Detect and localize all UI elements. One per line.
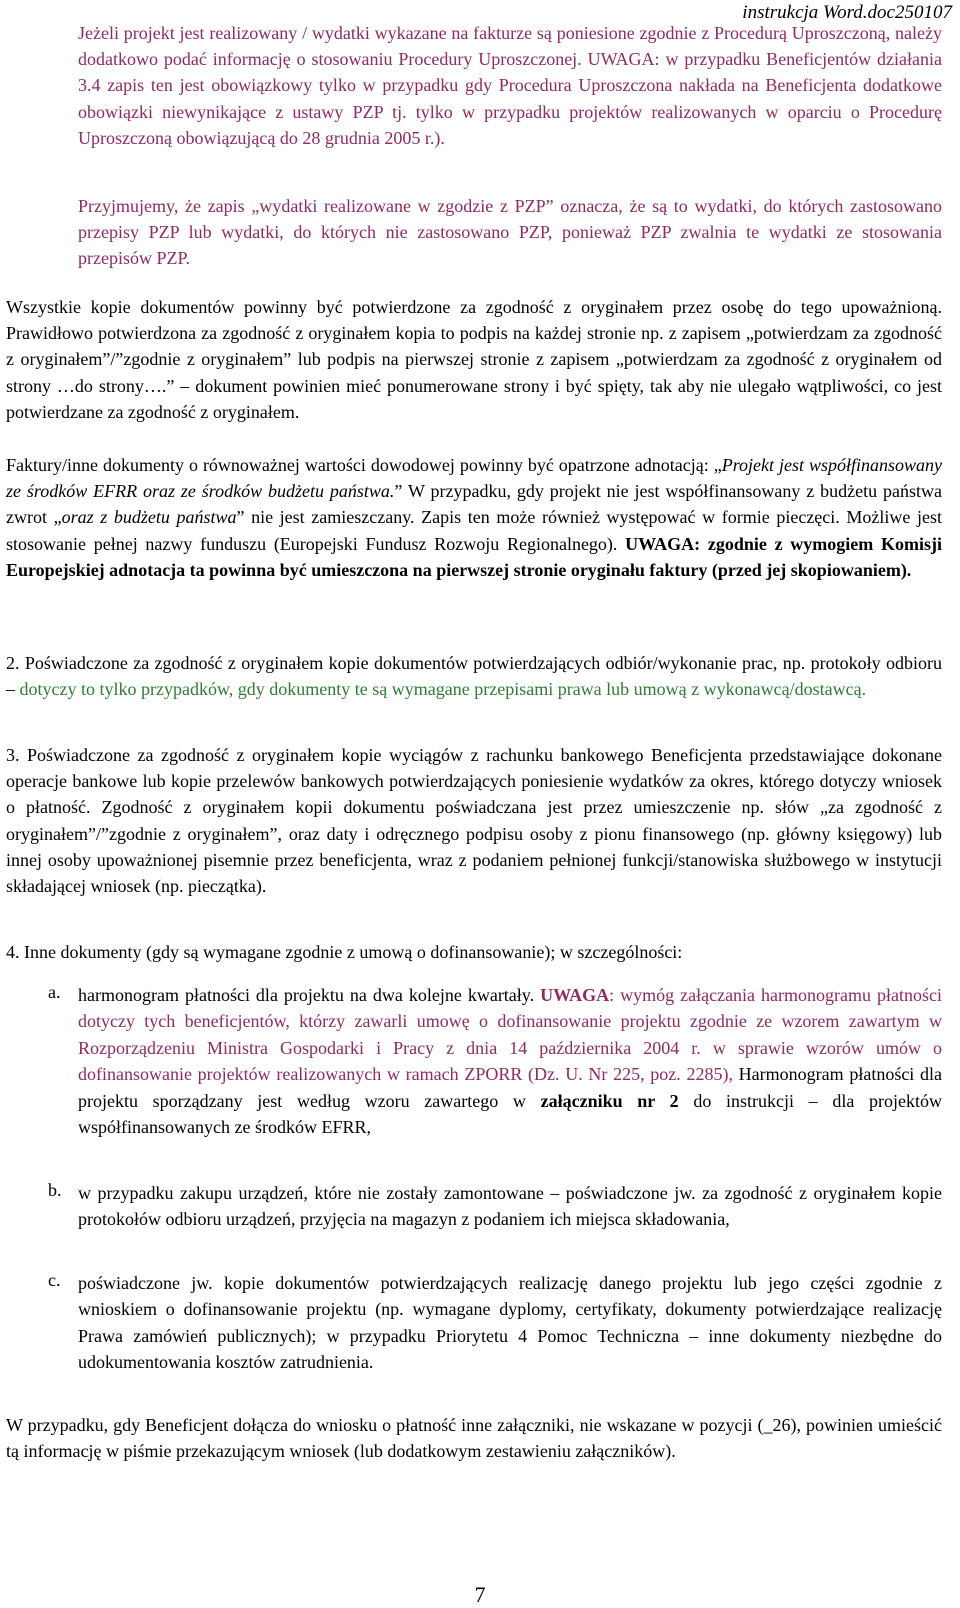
- warning-note: UWAGA: zgodnie z wymogiem Komisji Europejskiej adnotacja ta powinna być umieszczona na pierwszej stronie oryginału faktury (przed jej skopiowaniem).: [6, 533, 942, 580]
- text-run: ” nie jest zamieszczany. Zapis ten może również występować w formie pieczęci. Możliwe jest stosowanie pełnej nazwy funduszu (Europejski Fundusz Rozwoju Regionalnego).: [6, 507, 942, 554]
- list-item-b: w przypadku zakupu urządzeń, które nie zostały zamontowane – poświadczone jw. za zgodność z oryginałem kopie protokołów odbioru urządzeń, przyjęcia na magazyn z podaniem ich miejsca składowania,: [78, 1183, 942, 1230]
- text-run: harmonogram płatności dla projektu na dwa kolejne kwartały.: [78, 985, 541, 1005]
- list-marker-a: a.: [48, 982, 61, 1002]
- document-header: instrukcja Word.doc250107: [742, 2, 952, 23]
- list-marker-b: b.: [48, 1180, 62, 1200]
- procedure-paragraph: Jeżeli projekt jest realizowany / wydatki wykazane na fakturze są poniesione zgodnie z Procedurą Uproszczoną, należy dodatkowo podać informację o stosowaniu Procedury Uproszczonej. UWAGA: w przypadku Beneficjentów działania 3.4 zapis ten jest obowiązkowy tylko w przypadku gdy Procedura Uproszczona nakłada na Beneficjenta dodatkowe obowiązki niewynikające z ustawy PZP tj. tylko w przypadku projektów realizowanych w oparciu o Procedurę Uproszczoną obowiązującą do 28 grudnia 2005 r.).: [78, 23, 942, 148]
- text-run: Harmonogram płatności dla projektu sporządzany jest według wzoru zawartego w: [78, 1064, 942, 1111]
- item-4-paragraph: 4. Inne dokumenty (gdy są wymagane zgodnie z umową o dofinansowanie); w szczególności:: [6, 942, 683, 962]
- uwaga-label: UWAGA: [540, 985, 610, 1005]
- text-run: Faktury/inne dokumenty o równoważnej wartości dowodowej powinny być opatrzone adnotacją: „: [6, 455, 722, 475]
- budget-phrase: oraz z budżetu państwa: [61, 507, 237, 528]
- attachments-paragraph: W przypadku, gdy Beneficjent dołącza do wniosku o płatność inne załączniki, nie wskazane w pozycji (_26), powinien umieścić tą informację w piśmie przekazującym wniosek (lub dodatkowym zestawieniu załączników).: [6, 1415, 942, 1462]
- text-run: do instrukcji – dla projektów współfinansowanych ze środków EFRR,: [78, 1090, 943, 1138]
- invoice-annotation-paragraph: [6, 452, 942, 583]
- copies-paragraph: Wszystkie kopie dokumentów powinny być potwierdzone za zgodność z oryginałem przez osobę do tego upoważnioną. Prawidłowo potwierdzona za zgodność z oryginałem kopia to podpis na każdej stronie np. z zapisem „potwierdzam za zgodność z oryginałem”/”zgodnie z oryginałem” lub podpis na pierwszej stronie z zapisem „potwierdzam za zgodność z oryginałem od strony …do strony….” – dokument powinien mieć ponumerowane strony i być spięty, tak aby nie ulegało wątpliwości, co jest potwierdzane za zgodność z oryginałem.: [6, 297, 942, 422]
- item-3-paragraph: 3. Poświadczone za zgodność z oryginałem kopie wyciągów z rachunku bankowego Beneficjenta przedstawiające dokonane operacje bankowe lub kopie przelewów bankowych potwierdzających poniesienie wydatków za okres, którego dotyczy wniosek o płatność. Zgodność z oryginałem kopii dokumentu poświadczana jest przez umieszczenie np. słów „za zgodność z oryginałem”/”zgodnie z oryginałem”, oraz daty i odręcznego podpisu osoby z pionu finansowego (np. główny księgowy) lub innej osoby upoważnionej pisemnie przez beneficjenta, wraz z podaniem pełnionej funkcji/stanowiska służbowego w instytucji składającej wniosek (np. pieczątka).: [6, 745, 942, 897]
- annotation-quote: Projekt jest współfinansowany ze środków EFRR oraz ze środków budżetu państwa.: [6, 455, 943, 502]
- purple-note: : wymóg załączania harmonogramu płatności dotyczy tych beneficjentów, którzy zawarli umowę o dofinansowanie projektu zgodnie ze wzorem zawartym w Rozporządzeniu Ministra Gospodarki i Pracy z dnia 14 października 2004 r. w sprawie wzorów umów o dofinansowanie projektów realizowanych w ramach ZPORR (Dz. U. Nr 225, poz. 2285),: [78, 985, 942, 1085]
- list-item-c: poświadczone jw. kopie dokumentów potwierdzających realizację danego projektu lub jego części zgodnie z wnioskiem o dofinansowanie projektu (np. wymagane dyplomy, certyfikaty, dokumenty potwierdzające realizację Prawa zamówień publicznych); w przypadku Priorytetu 4 Pomoc Techniczna – inne dokumenty niezbędne do udokumentowania kosztów zatrudnienia.: [78, 1273, 942, 1373]
- page-number: 7: [474, 1582, 486, 1607]
- text-run: ” W przypadku, gdy projekt nie jest współfinansowany z budżetu państwa zwrot „: [6, 481, 942, 528]
- green-note: dotyczy to tylko przypadków, gdy dokumenty te są wymagane przepisami prawa lub umową z wykonawcą/dostawcą.: [19, 679, 867, 700]
- attachment-reference: załączniku nr 2: [540, 1090, 679, 1111]
- list-marker-c: c.: [48, 1270, 61, 1290]
- text-run: 2. Poświadczone za zgodność z oryginałem kopie dokumentów potwierdzających odbiór/wykonanie prac, np. protokoły odbioru –: [6, 653, 942, 700]
- pzp-paragraph: Przyjmujemy, że zapis „wydatki realizowane w zgodzie z PZP” oznacza, że są to wydatki, do których zastosowano przepisy PZP lub wydatki, do których nie zastosowano PZP, ponieważ PZP zwalnia te wydatki ze stosowania przepisów PZP.: [78, 196, 942, 269]
- item-2-paragraph: [6, 650, 942, 702]
- list-item-a: [78, 982, 942, 1140]
